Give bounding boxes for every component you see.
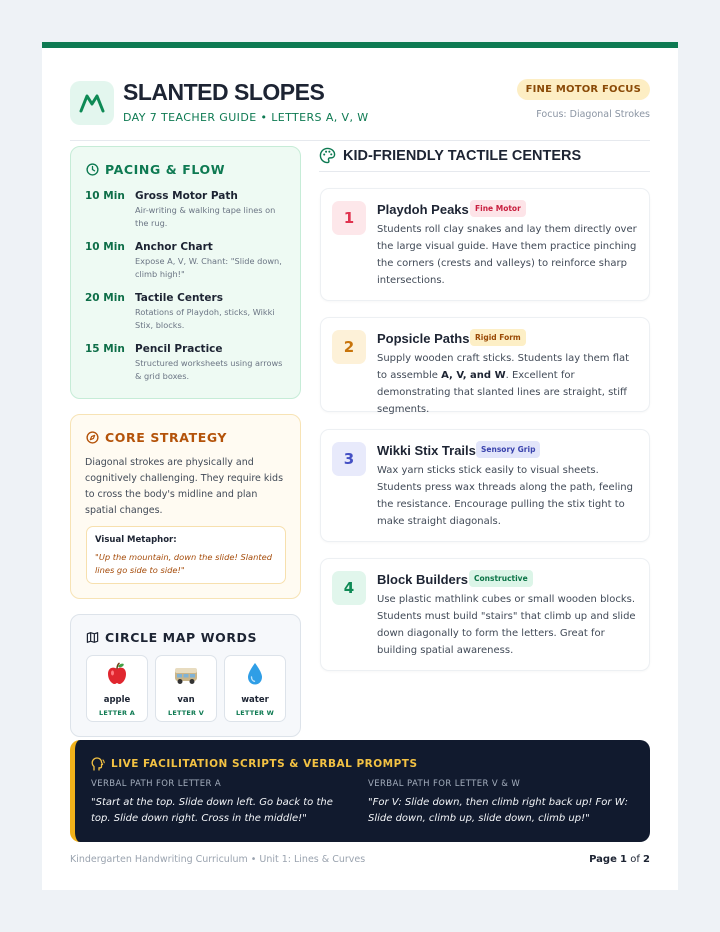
document-page — [42, 42, 678, 890]
visual-metaphor-box — [86, 526, 286, 584]
metaphor-label: Visual Metaphor: — [95, 535, 177, 545]
card-body: Students roll clay snakes and lay them directly over the large visual guide. Have them practice pinching the corners (crests and valleys) to reinforce sharp intersections. — [377, 224, 637, 286]
center-card-playdoh — [320, 188, 650, 301]
map-icon — [86, 631, 99, 644]
card-tag: Fine Motor — [470, 200, 526, 217]
focus-badge: FINE MOTOR FOCUS — [517, 79, 650, 100]
pacing-heading — [86, 162, 225, 177]
strategy-heading-text: CORE STRATEGY — [105, 430, 228, 445]
word-letter: LETTER W — [235, 709, 275, 717]
word-label: van — [177, 695, 195, 705]
script-text-vw: "For V: Slide down, then climb right back up! For W: Slide down, climb up, slide down, climb up!" — [368, 797, 628, 824]
card-number: 3 — [332, 442, 366, 476]
word-letter: LETTER V — [168, 709, 204, 717]
focus-note: Focus: Diagonal Strokes — [536, 109, 650, 120]
strategy-text: Diagonal strokes are physically and cognitively challenging. They require kids to cross the body's midline and plan spatial changes. — [85, 457, 284, 517]
card-body-text: . Excellent for demonstrating that slanted lines are straight, stiff segments. — [377, 370, 627, 415]
word-letter: LETTER A — [99, 709, 135, 717]
card-tag: Constructive — [469, 570, 533, 587]
card-tag: Sensory Grip — [476, 441, 540, 458]
van-icon — [156, 662, 216, 686]
center-card-popsicle — [320, 317, 650, 415]
page-word: Page — [589, 854, 617, 865]
strategy-heading — [86, 430, 227, 445]
page-number — [589, 854, 650, 865]
card-title: Block Builders — [377, 572, 469, 587]
pacing-time: 20 Min — [85, 292, 125, 304]
footer-curriculum: Kindergarten Handwriting Curriculum • Unit 1: Lines & Curves — [70, 854, 366, 865]
card-title: Wikki Stix Trails — [377, 443, 476, 458]
center-card-wikki — [320, 429, 650, 542]
pacing-name: Anchor Chart — [135, 241, 213, 253]
pacing-time: 15 Min — [85, 343, 125, 355]
pacing-desc: Expose A, V, W. Chant: "Slide down, climb high!" — [135, 256, 282, 280]
page-of: of — [630, 854, 640, 865]
card-body — [377, 350, 642, 418]
card-number: 1 — [332, 201, 366, 235]
mountain-icon — [70, 81, 114, 125]
circle-map-panel — [70, 614, 301, 737]
scripts-panel — [70, 740, 650, 842]
word-label: water — [241, 695, 269, 705]
pacing-desc: Air-writing & walking tape lines on the rug. — [135, 205, 276, 229]
word-card-van — [155, 655, 217, 722]
palette-icon — [319, 147, 336, 164]
word-card-water — [224, 655, 286, 722]
card-title: Popsicle Paths — [377, 331, 470, 346]
centers-divider — [319, 171, 650, 172]
strategy-panel — [70, 414, 301, 599]
card-title: Playdoh Peaks — [377, 202, 469, 217]
word-label: apple — [103, 695, 131, 705]
pacing-desc: Rotations of Playdoh, sticks, Wikki Stix, blocks. — [135, 307, 275, 331]
pacing-desc: Structured worksheets using arrows & grid boxes. — [135, 358, 283, 382]
word-card-apple — [86, 655, 148, 722]
script-label-a: VERBAL PATH FOR LETTER A — [91, 779, 222, 789]
card-body: Wax yarn sticks stick easily to visual sheets. Students press wax threads along the path, feeling the resistance. Encourage pulling the stix tight to make straight diagonals. — [377, 465, 633, 527]
card-body: Use plastic mathlink cubes or small wooden blocks. Students must build "stairs" that climb up and slide down diagonally to form the letters. Great for building spatial awareness. — [377, 594, 636, 656]
card-body-bold: A, V, and W — [441, 370, 506, 381]
apple-icon — [87, 662, 147, 686]
pacing-time: 10 Min — [85, 241, 125, 253]
water-drop-icon — [225, 662, 285, 686]
card-body-text: Supply wooden craft sticks. Students lay them flat to assemble — [377, 353, 630, 381]
centers-heading — [319, 147, 581, 164]
speaking-head-icon — [91, 757, 105, 771]
page-header — [70, 78, 650, 136]
pacing-name: Gross Motor Path — [135, 190, 238, 202]
center-card-blocks — [320, 558, 650, 671]
page-title: SLANTED SLOPES — [123, 79, 325, 105]
header-divider — [70, 140, 650, 141]
page-current: 1 — [620, 854, 628, 865]
pacing-name: Tactile Centers — [135, 292, 223, 304]
scripts-heading — [91, 757, 418, 771]
pacing-name: Pencil Practice — [135, 343, 223, 355]
card-number: 2 — [332, 330, 366, 364]
card-number: 4 — [332, 571, 366, 605]
card-tag: Rigid Form — [470, 329, 526, 346]
page-subtitle: DAY 7 TEACHER GUIDE • LETTERS A, V, W — [123, 111, 369, 124]
circle-map-heading-text: CIRCLE MAP WORDS — [105, 630, 258, 645]
script-text-a: "Start at the top. Slide down left. Go back to the top. Slide down right. Cross in the middle!" — [91, 797, 333, 824]
compass-icon — [86, 431, 99, 444]
centers-heading-text: KID-FRIENDLY TACTILE CENTERS — [343, 147, 582, 164]
circle-map-heading — [86, 630, 257, 645]
pacing-time: 10 Min — [85, 190, 125, 202]
pacing-panel — [70, 146, 301, 399]
metaphor-quote: "Up the mountain, down the slide! Slanted lines go side to side!" — [95, 552, 272, 576]
script-label-vw: VERBAL PATH FOR LETTER V & W — [368, 779, 521, 789]
pacing-heading-text: PACING & FLOW — [105, 162, 226, 177]
clock-icon — [86, 163, 99, 176]
page-total: 2 — [643, 854, 650, 865]
scripts-heading-text: LIVE FACILITATION SCRIPTS & VERBAL PROMPTS — [111, 758, 418, 770]
